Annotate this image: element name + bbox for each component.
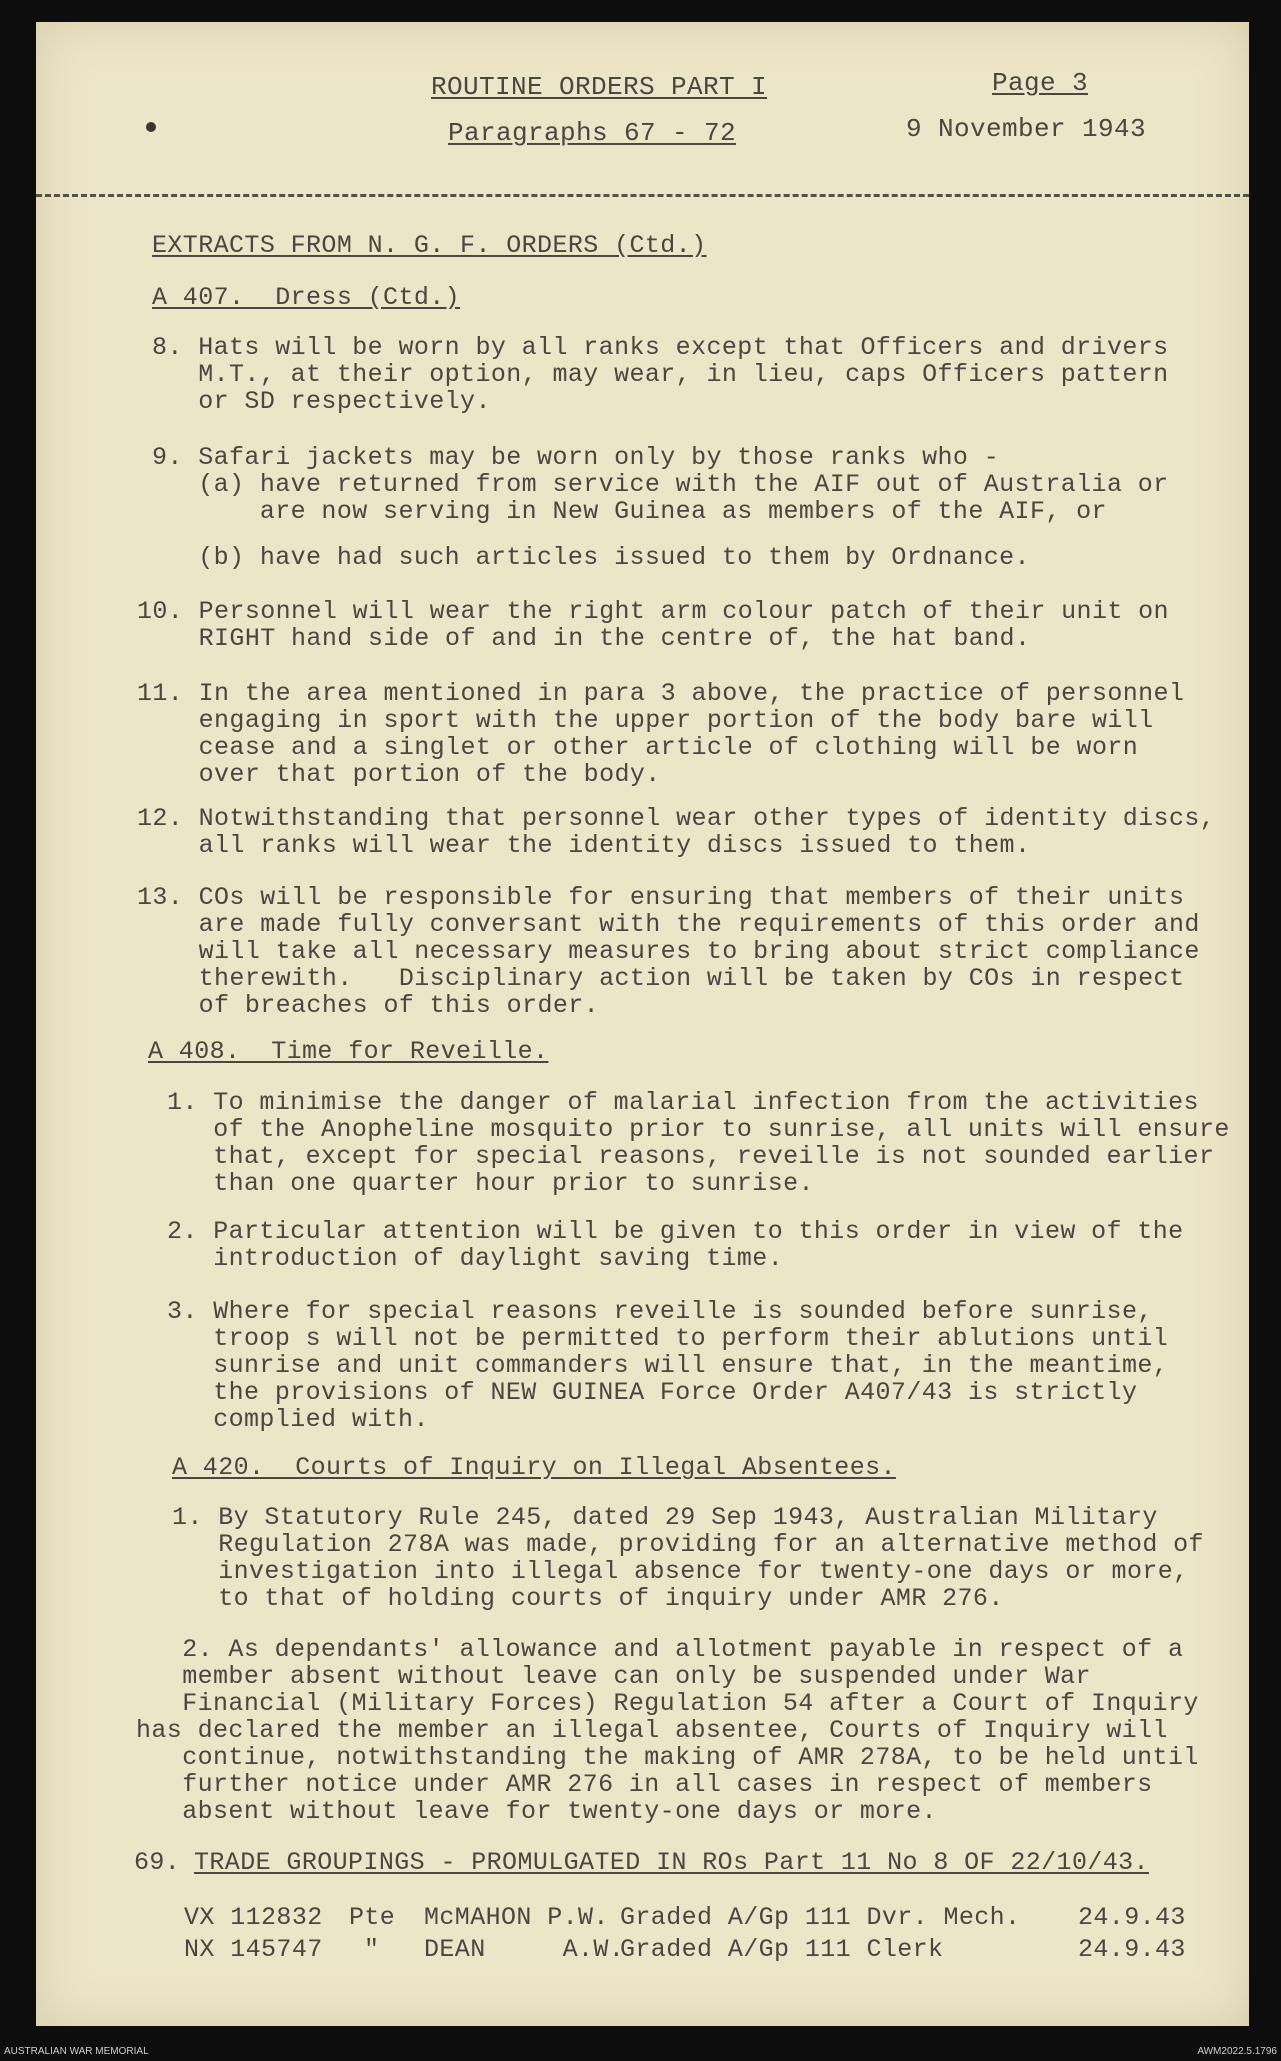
a420-para-2-line-4: has declared the member an illegal absentee, Courts of Inquiry will [136, 1716, 1168, 1745]
para-9-line-4: (b) have had such articles issued to them by Ordnance. [152, 543, 1030, 572]
a408-para-3-line-5: complied with. [167, 1405, 429, 1434]
a420-para-1-line-1: 1. By Statutory Rule 245, dated 29 Sep 1943, Australian Military [172, 1503, 1158, 1532]
para-13-line-5: of breaches of this order. [137, 991, 600, 1020]
a420-para-2-line-7: absent without leave for twenty-one days or more. [136, 1797, 937, 1826]
para-11-line-1: 11. In the area mentioned in para 3 above, the practice of personnel [137, 679, 1185, 708]
a420-para-2-line-3: Financial (Military Forces) Regulation 54 after a Court of Inquiry [136, 1689, 1199, 1718]
a408-para-2-line-2: introduction of daylight saving time. [167, 1244, 784, 1273]
archive-credit: AUSTRALIAN WAR MEMORIAL [4, 2046, 149, 2057]
a408-para-3-line-1: 3. Where for special reasons reveille is sounded before sunrise, [167, 1297, 1153, 1326]
para-8-line-1: 8. Hats will be worn by all ranks except that Officers and drivers [152, 333, 1169, 362]
para-8-line-2: M.T., at their option, may wear, in lieu, caps Officers pattern [152, 360, 1169, 389]
rank: " [364, 1935, 380, 1964]
effective-date: 24.9.43 [1078, 1903, 1186, 1932]
effective-date: 24.9.43 [1078, 1935, 1186, 1964]
para-11-line-2: engaging in sport with the upper portion of the body bare will [137, 706, 1154, 735]
para-13-line-1: 13. COs will be responsible for ensuring that members of their units [137, 883, 1185, 912]
rank: Pte [349, 1903, 396, 1932]
archive-reference: AWM2022.5.1796 [1197, 2046, 1277, 2057]
member-name: McMAHON P.W. [424, 1903, 609, 1932]
header-divider [36, 194, 1249, 197]
document-page [36, 22, 1249, 2026]
member-name: DEAN A.W. [424, 1935, 625, 1964]
document-date: 9 November 1943 [906, 114, 1147, 144]
a408-para-1-line-4: than one quarter hour prior to sunrise. [167, 1169, 814, 1198]
a408-para-3-line-3: sunrise and unit commanders will ensure that, in the meantime, [167, 1351, 1169, 1380]
a420-para-1-line-4: to that of holding courts of inquiry under AMR 276. [172, 1584, 1004, 1613]
section-a407-heading: A 407. Dress (Ctd.) [152, 283, 461, 312]
para-10-line-1: 10. Personnel will wear the right arm colour patch of their unit on [137, 597, 1169, 626]
paragraph-range: Paragraphs 67 - 72 [448, 118, 737, 148]
para-13-line-2: are made fully conversant with the requirements of this order and [137, 910, 1200, 939]
a408-para-1-line-1: 1. To minimise the danger of malarial infection from the activities [167, 1088, 1199, 1117]
para-13-line-4: therewith. Disciplinary action will be taken by COs in respect [137, 964, 1185, 993]
document-title: ROUTINE ORDERS PART I [431, 72, 768, 102]
para-9-line-1: 9. Safari jackets may be worn only by those ranks who - [152, 443, 1000, 472]
para-8-line-3: or SD respectively. [152, 387, 491, 416]
service-number: NX 145747 [184, 1935, 323, 1964]
a420-para-2-line-2: member absent without leave can only be suspended under War [136, 1662, 1091, 1691]
para-10-line-2: RIGHT hand side of and in the centre of, the hat band. [137, 624, 1031, 653]
extracts-heading: EXTRACTS FROM N. G. F. ORDERS (Ctd.) [152, 231, 707, 260]
a408-para-1-line-3: that, except for special reasons, reveille is not sounded earlier [167, 1142, 1215, 1171]
a420-para-2-line-1: 2. As dependants' allowance and allotment payable in respect of a [136, 1635, 1184, 1664]
para-13-line-3: will take all necessary measures to bring about strict compliance [137, 937, 1200, 966]
para-11-line-4: over that portion of the body. [137, 760, 661, 789]
a408-para-3-line-2: troop s will not be permitted to perform their ablutions until [167, 1324, 1169, 1353]
para-9-line-3: are now serving in New Guinea as members of the AIF, or [152, 497, 1107, 526]
grading: Graded A/Gp 111 Dvr. Mech. [620, 1903, 1021, 1932]
page-number: Page 3 [992, 68, 1089, 98]
a420-para-1-line-3: investigation into illegal absence for twenty-one days or more, [172, 1557, 1189, 1586]
section-a420-heading: A 420. Courts of Inquiry on Illegal Absentees. [172, 1453, 896, 1482]
para-69-number: 69. [134, 1848, 181, 1877]
a420-para-1-line-2: Regulation 278A was made, providing for an alternative method of [172, 1530, 1204, 1559]
para-11-line-3: cease and a singlet or other article of clothing will be worn [137, 733, 1139, 762]
para-12-line-2: all ranks will wear the identity discs issued to them. [137, 831, 1031, 860]
para-69-heading: TRADE GROUPINGS - PROMULGATED IN ROs Part 11 No 8 OF 22/10/43. [194, 1848, 1149, 1877]
para-12-line-1: 12. Notwithstanding that personnel wear other types of identity discs, [137, 804, 1216, 833]
a408-para-3-line-4: the provisions of NEW GUINEA Force Order A407/43 is strictly [167, 1378, 1138, 1407]
section-a408-heading: A 408. Time for Reveille. [148, 1037, 549, 1066]
a420-para-2-line-6: further notice under AMR 276 in all cases in respect of members [136, 1770, 1153, 1799]
grading: Graded A/Gp 111 Clerk [620, 1935, 944, 1964]
para-9-line-2: (a) have returned from service with the AIF out of Australia or [152, 470, 1169, 499]
service-number: VX 112832 [184, 1903, 323, 1932]
a420-para-2-line-5: continue, notwithstanding the making of AMR 278A, to be held until [136, 1743, 1199, 1772]
a408-para-2-line-1: 2. Particular attention will be given to this order in view of the [167, 1217, 1184, 1246]
a408-para-1-line-2: of the Anopheline mosquito prior to sunrise, all units will ensure [167, 1115, 1230, 1144]
punch-hole [146, 122, 156, 132]
